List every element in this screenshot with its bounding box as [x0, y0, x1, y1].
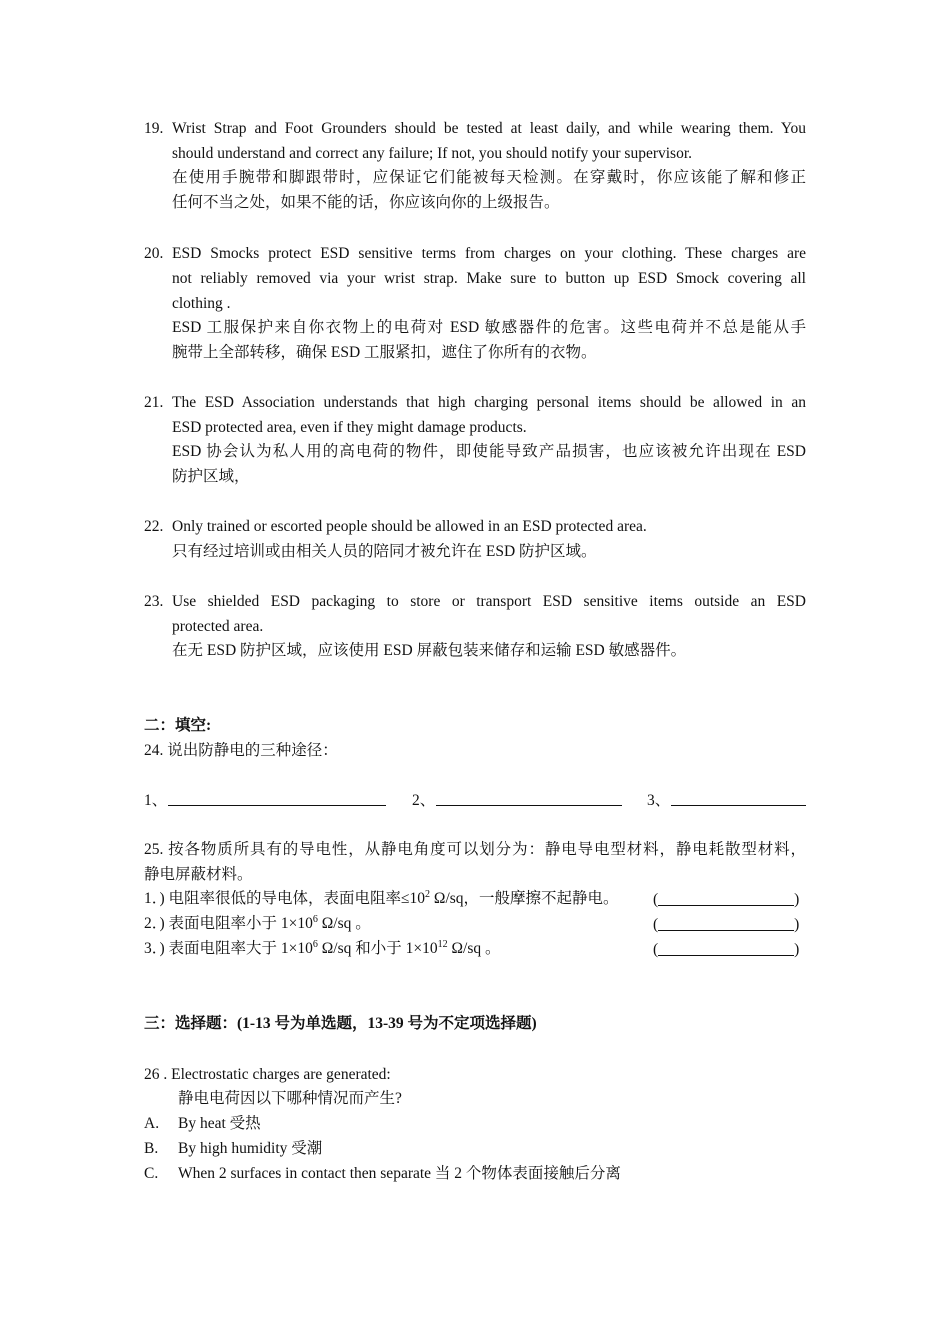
q26-option-c[interactable]: When 2 surfaces in contact then separate 当 2 个物体表面接触后分离	[178, 1165, 621, 1182]
q25-item1-answer[interactable]: ( )	[653, 891, 800, 908]
q21-chinese-line2: 防护区域，	[172, 468, 250, 485]
q25-text-line2: 静电屏蔽材料。	[144, 866, 253, 883]
q26-chinese: 静电电荷因以下哪种情况而产生?	[178, 1090, 402, 1107]
q26-option-a[interactable]: By heat 受热	[178, 1115, 261, 1132]
q22-english-line1: Only trained or escorted people should be allowed in an ESD protected area.	[172, 518, 647, 535]
q19-chinese-line2: 任何不当之处，如果不能的话，你应该向你的上级报告。	[172, 194, 560, 211]
q22-number: 22.	[144, 518, 164, 535]
q25-item3: 3．) 表面电阻率大于 $1\times 10^6$ Ω/sq 和小于 $1\times 10^{12}$ Ω/sq 。	[144, 938, 501, 957]
q23-english-line2: protected area.	[172, 618, 264, 635]
q21-english-line1: The ESD Association understands that high charging personal items should be allowed in an	[172, 394, 806, 411]
q26-option-c-letter: C.	[144, 1165, 159, 1182]
q20-english-line3: clothing .	[172, 295, 231, 312]
q19-english-line2: should understand and correct any failure; If not, you should notify your supervisor.	[172, 145, 692, 162]
q21-english-line2: ESD protected area, even if they might damage products.	[172, 419, 527, 436]
q19-number: 19.	[144, 120, 164, 137]
q24-blank1-field[interactable]	[168, 791, 386, 806]
q24-blank3-label: 3、	[647, 792, 671, 809]
q24-text: 24. 说出防静电的三种途径：	[144, 742, 338, 759]
q20-english-line1: ESD Smocks protect ESD sensitive terms from charges on your clothing. These charges are	[172, 245, 806, 262]
q20-chinese-line1: ESD 工服保护来自你衣物上的电荷对 ESD 敏感器件的危害。这些电荷并不总是能从手	[172, 319, 806, 336]
q19-english-line1: Wrist Strap and Foot Grounders should be tested at least daily, and while wearing them. You	[172, 120, 806, 137]
q24-blank3-field[interactable]	[671, 791, 806, 806]
q24-blank1-label: 1、	[144, 792, 168, 809]
q23-chinese-line1: 在无 ESD 防护区域，应该使用 ESD 屏蔽包装来储存和运输 ESD 敏感器件。	[172, 642, 687, 659]
q26-option-b-letter: B.	[144, 1140, 159, 1157]
q24-blank2-label: 2、	[412, 792, 436, 809]
q20-english-line2: not reliably removed via your wrist strap. Make sure to button up ESD Smock covering all	[172, 270, 806, 287]
q21-number: 21.	[144, 394, 164, 411]
q25-item2: 2．) 表面电阻率小于 $1\times 10^6$ Ω/sq 。	[144, 913, 371, 932]
q23-number: 23.	[144, 593, 164, 610]
q25-item1: 1．) 电阻率很低的导电体，表面电阻率$\le 10^2$ Ω/sq，一般摩擦不起静电。	[144, 888, 619, 907]
q20-number: 20.	[144, 245, 164, 262]
q20-chinese-line2: 腕带上全部转移，确保 ESD 工服紧扣，遮住了你所有的衣物。	[172, 344, 597, 361]
q25-item3-blank[interactable]	[658, 941, 794, 956]
q21-chinese-line1: ESD 协会认为私人用的高电荷的物件，即使能导致产品损害，也应该被允许出现在 ESD	[172, 443, 806, 460]
q26-english: 26 . Electrostatic charges are generated:	[144, 1066, 391, 1083]
section2-title: 二：填空:	[144, 717, 212, 734]
q24-blank2-field[interactable]	[436, 791, 622, 806]
q25-item2-blank[interactable]	[658, 916, 794, 931]
q26-option-a-letter: A.	[144, 1115, 160, 1132]
q25-text-line1: 25. 按各物质所具有的导电性，从静电角度可以划分为：静电导电型材料，静电耗散型材料，	[144, 841, 806, 858]
q25-item3-answer[interactable]: ( )	[653, 941, 800, 958]
q22-chinese-line1: 只有经过培训或由相关人员的陪同才被允许在 ESD 防护区域。	[172, 543, 597, 560]
section3-title: 三：选择题：(1-13 号为单选题，13-39 号为不定项选择题)	[144, 1015, 537, 1032]
q23-english-line1: Use shielded ESD packaging to store or transport ESD sensitive items outside an ESD	[172, 593, 806, 610]
q26-option-b[interactable]: By high humidity 受潮	[178, 1140, 323, 1157]
q25-item1-blank[interactable]	[658, 891, 794, 906]
q19-chinese-line1: 在使用手腕带和脚跟带时，应保证它们能被每天检测。在穿戴时，你应该能了解和修正	[172, 169, 806, 186]
q25-item2-answer[interactable]: ( )	[653, 916, 800, 933]
